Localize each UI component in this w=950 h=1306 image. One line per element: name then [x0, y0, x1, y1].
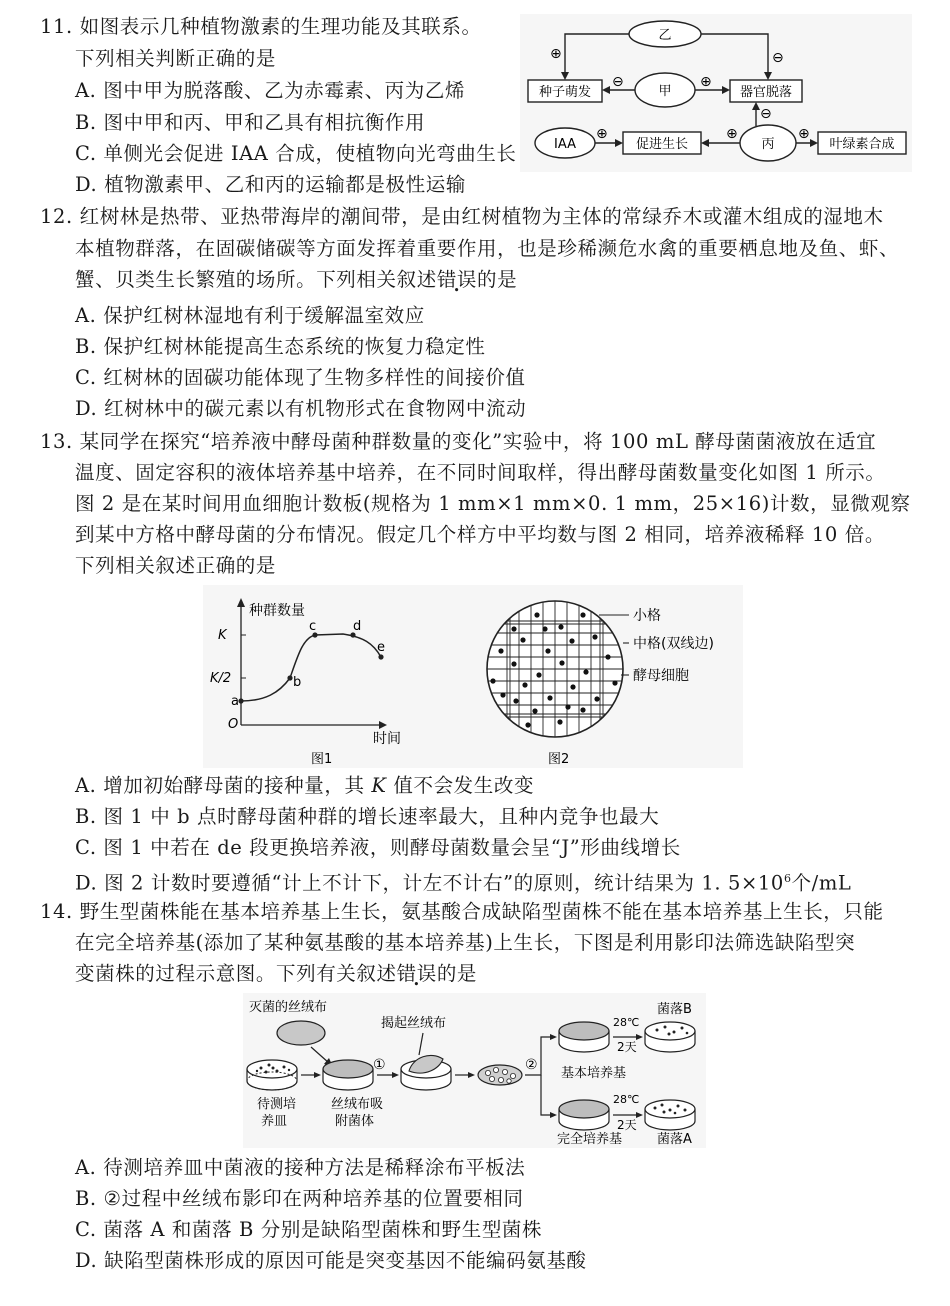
fig1-tick-k: K [218, 628, 227, 643]
label-temp-bottom: 28℃ [613, 1093, 640, 1106]
q13-option-a [75, 773, 534, 799]
q11-stem-line2: 下列相关判断正确的是 [75, 47, 277, 70]
label-complete-medium: 完全培养基 [557, 1132, 623, 1147]
q14-stem-post: 的是 [436, 962, 478, 985]
q11-option-d: D. 植物激素甲、乙和丙的运输都是极性运输 [75, 173, 466, 196]
fig1-tick-half-k: K/2 [210, 671, 232, 686]
fig1-label-d: d [353, 619, 362, 634]
box-chlorophyll-label: 叶绿素合成 [829, 137, 895, 152]
velvet-cloth [277, 1021, 325, 1045]
q12-stem-pre: 蟹、贝类生长繁殖的场所。下列相关叙述 [75, 268, 437, 291]
step-1: ① [373, 1057, 386, 1073]
q12-stem-line1: 12. 红树林是热带、亚热带海岸的潮间带，是由红树植物为主体的常绿乔木或灌木组成的湿地木 [40, 205, 884, 228]
sign-plus: ⊕ [726, 126, 738, 142]
q12-option-b: B. 保护红树林能提高生态系统的恢复力稳定性 [75, 335, 486, 358]
q13-option-d-text: D. 图 2 计数时要遵循“计上不计下，计左不计右”的原则，统计结果为 1. 5×10 [75, 871, 784, 895]
box-organ-label: 器官脱落 [739, 85, 793, 100]
q11-option-b: B. 图中甲和丙、甲和乙具有相抗衡作用 [75, 111, 426, 134]
sign-minus: ⊖ [760, 106, 772, 122]
label-days-top: 2天 [617, 1040, 637, 1054]
step-2: ② [525, 1057, 538, 1073]
fig1-point-a [238, 698, 243, 703]
fig2-caption: 图2 [548, 752, 570, 767]
q11-option-c: C. 单侧光会促进 IAA 合成，使植物向光弯曲生长 [75, 142, 517, 165]
fig2-label-small: 小格 [633, 608, 661, 624]
label-colony-a: 菌落A [657, 1132, 692, 1147]
label-sterile-cloth: 灭菌的丝绒布 [249, 1000, 328, 1015]
q12-option-c: C. 红树林的固碳功能体现了生物多样性的间接价值 [75, 366, 526, 389]
q13-option-d-unit: 个/mL [791, 871, 852, 895]
label-absorb-1: 丝绒布吸 [331, 1097, 384, 1112]
q14-stem-line1: 14. 野生型菌株能在基本培养基上生长，氨基酸合成缺陷型菌株不能在基本培养基上生长，只能 [40, 900, 884, 923]
q13-stem-line5: 下列相关叙述正确的是 [75, 554, 277, 577]
fig1-origin: O [228, 717, 239, 732]
label-colony-b: 菌落B [657, 1002, 692, 1017]
q14-stem-pre: 变菌株的过程示意图。下列有关叙述 [75, 962, 397, 985]
q13-stem-line1: 13. 某同学在探究“培养液中酵母菌种群数量的变化”实验中，将 100 mL 酵母菌菌液放在适宜 [40, 430, 877, 453]
q13-option-a-text: A. 增加初始酵母菌的接种量，其 [75, 774, 365, 797]
fig1-label-c: c [309, 619, 317, 634]
complete-medium-plate [559, 1100, 609, 1130]
label-basic-medium: 基本培养基 [561, 1066, 627, 1081]
q12-stem-post: 的是 [477, 268, 518, 291]
hormone-diagram [520, 14, 912, 172]
label-temp-top: 28℃ [613, 1016, 640, 1029]
sign-minus: ⊖ [772, 50, 784, 66]
q12-stem-line3 [75, 267, 517, 293]
q14-stem-line2: 在完全培养基(添加了某种氨基酸的基本培养基)上生长，下图是利用影印法筛选缺陷型突 [75, 931, 856, 954]
q13-stem-line4: 到某中方格中酵母菌的分布情况。假定几个样方中平均数与图 2 相同，培养液稀释 10 倍。 [75, 523, 885, 546]
q12-option-d: D. 红树林中的碳元素以有机物形式在食物网中流动 [75, 397, 527, 420]
q11-stem-line1: 11. 如图表示几种植物激素的生理功能及其联系。 [40, 15, 482, 38]
fig1-caption: 图1 [311, 752, 333, 767]
label-test-plate-2: 养皿 [261, 1114, 288, 1129]
fig1-label-b: b [293, 675, 302, 690]
colony-a-plate [645, 1100, 695, 1130]
node-bing-label: 丙 [761, 137, 775, 152]
fig1-ylabel: 种群数量 [249, 603, 305, 619]
q13-option-c: C. 图 1 中若在 de 段更换培养液，则酵母菌数量会呈“J”形曲线增长 [75, 836, 681, 859]
sign-plus: ⊕ [700, 74, 712, 90]
sign-plus: ⊕ [550, 46, 562, 62]
q13-option-d-exp: 6 [783, 872, 792, 885]
label-test-plate-1: 待测培 [257, 1097, 297, 1112]
fig1-point-e [378, 654, 383, 659]
q13-option-a-tail: 值不会发生改变 [386, 774, 535, 797]
fig2-label-yeast: 酵母细胞 [633, 668, 689, 684]
q13-option-b: B. 图 1 中 b 点时酵母菌种群的增长速率最大，且种内竞争也最大 [75, 805, 660, 828]
box-growth-label: 促进生长 [635, 137, 689, 152]
q12-emphasis: 错误 [436, 268, 478, 291]
fig1-label-a: a [231, 694, 239, 709]
label-days-bottom: 2天 [617, 1118, 637, 1132]
cloth-with-colonies [478, 1065, 522, 1085]
q14-option-d: D. 缺陷型菌株形成的原因可能是突变基因不能编码氨基酸 [75, 1249, 587, 1272]
q14-stem-line3 [75, 961, 477, 987]
q14-emphasis: 错误 [396, 962, 437, 985]
colony-b-plate [645, 1022, 695, 1052]
q13-option-a-var: K [371, 774, 387, 797]
fig1-label-e: e [377, 640, 385, 655]
q12-stem-line2: 本植物群落，在固碳储碳等方面发挥着重要作用，也是珍稀濒危水禽的重要栖息地及鱼、虾、 [75, 237, 900, 260]
cloth-plate [323, 1060, 373, 1090]
node-yi-label: 乙 [658, 28, 672, 43]
replica-plating-diagram [243, 993, 706, 1148]
node-iaa-label: IAA [554, 137, 576, 152]
sign-plus: ⊕ [596, 126, 608, 142]
box-seed-label: 种子萌发 [538, 85, 592, 100]
q14-option-a: A. 待测培养皿中菌液的接种方法是稀释涂布平板法 [75, 1156, 526, 1179]
basic-medium-plate [559, 1022, 609, 1052]
label-lift-cloth: 揭起丝绒布 [381, 1016, 447, 1031]
node-jia-label: 甲 [658, 84, 672, 99]
q13-option-d [75, 866, 851, 897]
q13-figure [203, 585, 743, 768]
q13-stem-line3: 图 2 是在某时间用血细胞计数板(规格为 1 mm×1 mm×0. 1 mm，25×16)计数，显微观察 [75, 492, 911, 515]
sign-plus: ⊕ [798, 126, 810, 142]
q12-option-a: A. 保护红树林湿地有利于缓解温室效应 [75, 304, 425, 327]
q11-option-a: A. 图中甲为脱落酸、乙为赤霉素、丙为乙烯 [75, 79, 466, 102]
fig2-label-medium: 中格(双线边) [633, 636, 714, 652]
label-absorb-2: 附菌体 [335, 1114, 375, 1129]
test-plate [247, 1060, 297, 1090]
fig1-xlabel: 时间 [373, 731, 401, 747]
q14-option-c: C. 菌落 A 和菌落 B 分别是缺陷型菌株和野生型菌株 [75, 1218, 543, 1241]
q13-stem-line2: 温度、固定容积的液体培养基中培养，在不同时间取样，得出酵母菌数量变化如图 1 所示。 [75, 461, 886, 484]
sign-minus: ⊖ [612, 74, 624, 90]
q14-option-b: B. ②过程中丝绒布影印在两种培养基的位置要相同 [75, 1187, 524, 1210]
fig1-point-b [287, 675, 292, 680]
